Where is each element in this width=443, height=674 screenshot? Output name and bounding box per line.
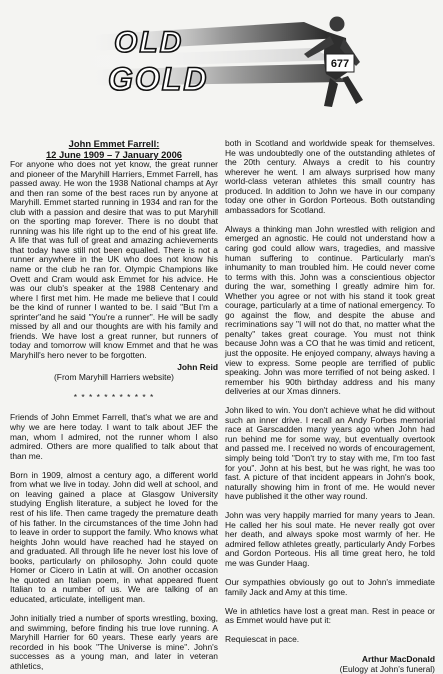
eulogy-paragraph-3: John initially tried a number of sports wrestling, boxing, and swimming, before finding his true love running. A Maryhill Harrier for 60 years. These early years are recorded in his book "The Universe is mine". John's successes as a young man, and later in veteran athletics,: [10, 613, 218, 671]
eulogy-paragraph-7: Our sympathies obviously go out to John's immediate family Jack and Amy at this time.: [225, 576, 435, 597]
section-divider: * * * * * * * * * * *: [73, 392, 155, 403]
left-column: [10, 138, 218, 671]
obituary-title-name: John Emmet Farrell:: [68, 138, 160, 149]
eulogy-paragraph-2: Born in 1909, almost a century ago, a different world from what we live in today. John did well at school, and on leaving gained a place at Glasgow University studying English literature, a subject he loved for the rest of his life. Then came tragedy the premature death of his father. In the circumstances of the time John had to leave in order to support the family. Who knows what heights John would have reached had he stayed on and graduated. All through life he never lost his love of books, particularly on philosophy. John could quote Homer or Cicero in Latin at will. On another occasion he quoted an Italian poem, in what appeared fluent Italian to a number of us. We are talking of an educated, articulate, intelligent man.: [10, 469, 218, 604]
logo-word-gold: GOLD: [108, 61, 209, 97]
eulogy-closing: Requiescat in pace.: [225, 634, 300, 645]
logo-word-old: OLD: [114, 26, 184, 59]
reid-tribute-paragraph: For anyone who does not yet know, the great runner and pioneer of the Maryhill Harriers, Emmet Farrell, has passed away. He won the 1938 National champs at Ayr and then ran some of the best races run by anyone at Maryhill. Emmet started running in 1934 and ran for the club with a passion and desire that was to put Maryhill on the sporting map forever. There is no doubt that running was his life right up to the end of his great life. A life that was full of great and amazing achievements that today have still not been equalled. There is not a runner anywhere in the UK who does not know his name or the club he ran for. Olympic Champions like Ovett and Cram would ask Emmet for his advice. He was our club's speaker at the 1988 Centenary and where I first met him. He made me believe that I could be the kind of runner I wanted to be. I said "But I'm a sprinter"and he said "You're a runner". He will be sadly missed by all and our thoughts are with his family and friends. We have lost a great runner, but runners of today and tomorrow will know Emmet and that he was Maryhill's hero never to be forgotten.: [10, 159, 218, 360]
race-bib-number: 677: [330, 58, 350, 70]
obituary-title-dates: 12 June 1909 – 7 January 2006: [45, 149, 183, 160]
right-column: [225, 139, 435, 674]
macdonald-signature: Arthur MacDonald: [361, 654, 435, 665]
macdonald-source: (Eulogy at John's funeral): [339, 664, 435, 674]
eulogy-paragraph-1: Friends of John Emmet Farrell, that's what we are and why we are here today. I want to talk about JEF the man, whom I admired, not the runner whom I also admired. Others are more qualified to talk about that than me.: [10, 412, 218, 461]
reid-signature: John Reid: [177, 362, 218, 373]
eulogy-paragraph-8: We in athletics have lost a great man. Rest in peace or as Emmet would have put it:: [225, 605, 435, 626]
eulogy-paragraph-4: Always a thinking man John wrestled with religion and emerged an agnostic. He could not understand how a caring god could allow wars, tragedies, and massive human suffering to continue. Particularly man's inhumanity to man troubled him. He could never come to terms with this. John was a conscientious objector during the war, something I greatly admire him for. Whether you agree or not with his stand it took great courage, particularly at a time of national emergency. To go against the flow, and despite the abuse and recriminations say "I will not do that, no matter what the penalty" takes great courage. You must not think because John was a CO that he was timid and reticent, just the opposite. He enjoyed company, always having a view to express. Some people are terrified of public speaking. John was more terrified of not being asked. I remember his 90th birthday address and his many deliveries at our Xmas dinners.: [225, 223, 435, 397]
old-gold-banner: [74, 8, 370, 108]
eulogy-paragraph-6: John was very happily married for many years to Jean. He called her his soul mate. He never really got over her death, and always spoke most warmly of her. He admired fellow athletes greatly, particularly Andy Forbes and Gordon Porteous. His all time great hero, he told me was Gunder Haag.: [225, 510, 435, 568]
eulogy-paragraph-3-continued: both in Scotland and worldwide speak for themselves. He was undoubtedly one of the outstanding athletes of the 20th century. Always a credit to his country wherever he went. I am always surprised how many world-class veteran athletes this small country has produced. In addition to John we have in our company today one other in Gordon Porteous. Both outstanding ambassadors for Scotland.: [225, 138, 435, 215]
eulogy-paragraph-5: John liked to win. You don't achieve what he did without such an inner drive. I recall an Andy Forbes memorial race at Garscadden many years ago when John had run behind me for some way, but eventually overtook and passed me. I received no words of encouragement, simply being told "Don't try to stay with me, I'm too fast for you". John at his best, but he was right, he was too fast. A picture of that incident appears in John's book, naturally showing him in front of me. He would never have published it the other way round.: [225, 405, 435, 502]
reid-source: (From Maryhill Harriers website): [53, 372, 174, 383]
